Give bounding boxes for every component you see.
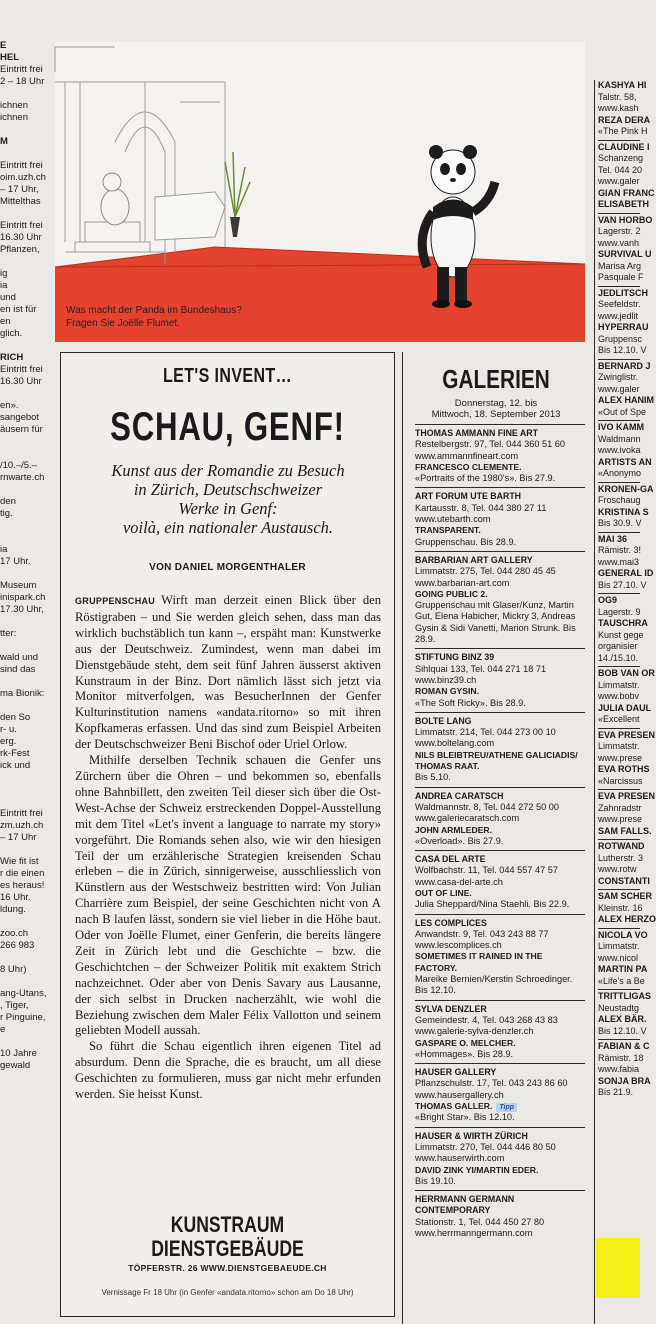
left-fragment-line bbox=[0, 148, 50, 160]
left-fragment-line bbox=[0, 796, 50, 808]
right-fragment-line: Talstr. 58, bbox=[598, 91, 637, 102]
left-fragment-line bbox=[0, 976, 50, 988]
right-fragment-line: EVA ROTHS bbox=[598, 764, 650, 774]
left-fragment-line: inispark.ch bbox=[0, 592, 46, 603]
left-fragment-line: M bbox=[0, 136, 8, 147]
subhead-line: in Zürich, Deutschschweizer bbox=[133, 480, 323, 499]
right-fragment-line: Marisa Arg bbox=[598, 260, 642, 271]
gallery-entry bbox=[415, 424, 585, 487]
left-fragment-line: en bbox=[0, 316, 11, 327]
left-fragment-line bbox=[0, 124, 50, 136]
right-fragment-line: SURVIVAL U bbox=[598, 249, 652, 259]
left-fragment-line: Eintritt frei bbox=[0, 220, 43, 231]
gallery-entry bbox=[415, 850, 585, 913]
right-fragment-line: www.nicol bbox=[598, 952, 639, 963]
galleries-title: GALERIEN bbox=[442, 364, 550, 394]
right-fragment-line: FABIAN & C bbox=[598, 1041, 650, 1051]
gallery-description: «Hommages». Bis 28.9. bbox=[415, 1048, 514, 1059]
gallery-website[interactable]: www.binz39.ch bbox=[415, 674, 477, 685]
right-fragment-line: Limmatstr. bbox=[598, 941, 640, 951]
right-fragment-line: «Narcissus bbox=[598, 775, 643, 786]
left-fragment-line: 10 Jahre bbox=[0, 1048, 37, 1059]
gallery-list bbox=[415, 424, 585, 1242]
gallery-website[interactable]: www.galeriecaratsch.com bbox=[415, 813, 520, 824]
right-fragment-line: www.kash bbox=[598, 103, 639, 113]
building-lineart bbox=[55, 47, 225, 264]
gallery-address: Pflanzschulstr. 17, Tel. 043 243 86 60 bbox=[415, 1078, 568, 1089]
right-fragment-line: GENERAL ID bbox=[598, 568, 654, 578]
right-fragment-line: HYPERRAU bbox=[598, 322, 649, 332]
right-fragment-line: www.fabia bbox=[598, 1064, 640, 1074]
right-fragment-line: «Excellent bbox=[598, 714, 640, 724]
gallery-show: TRANSPARENT. bbox=[415, 525, 481, 536]
left-fragment-line: ichnen bbox=[0, 112, 28, 123]
right-fragment-line: OG9 bbox=[598, 593, 640, 607]
gallery-address: Waldmannstr. 8, Tel. 044 272 50 00 bbox=[415, 801, 560, 812]
right-fragment-line: VAN HORBO bbox=[598, 214, 653, 225]
left-fragment-line: und bbox=[0, 292, 16, 303]
left-fragment-line bbox=[0, 1036, 50, 1048]
right-fragment-line: ROTWAND bbox=[598, 841, 645, 851]
caption-line: Was macht der Panda im Bundeshaus? bbox=[66, 305, 242, 316]
gallery-address: Restelbergstr. 97, Tel. 044 360 51 60 bbox=[415, 439, 565, 450]
gallery-show: GOING PUBLIC 2. bbox=[415, 588, 488, 599]
left-fragment-line: zm.uzh.ch bbox=[0, 820, 44, 831]
gallery-website[interactable]: www.barbarian-art.com bbox=[415, 577, 510, 588]
gallery-show: ROMAN GYSIN. bbox=[415, 686, 479, 697]
right-fragment-line: Seefeldstr. bbox=[598, 299, 641, 309]
left-fragment-line bbox=[0, 772, 50, 784]
subhead-line: voilà, ein nationaler Austausch. bbox=[122, 518, 334, 537]
right-fragment-line: «Life's a Be bbox=[598, 975, 645, 986]
gallery-website[interactable]: www.lescomplices.ch bbox=[415, 940, 502, 951]
right-fragment-line: GIAN FRANC bbox=[598, 187, 655, 198]
gallery-name: CASA DEL ARTE bbox=[415, 854, 486, 865]
caption-line: Fragen Sie Joëlle Flumet. bbox=[66, 318, 180, 329]
right-fragment-line: SONJA BRA bbox=[598, 1075, 651, 1086]
gallery-entry bbox=[415, 712, 585, 787]
gallery-address: Kartausstr. 8, Tel. 044 380 27 11 bbox=[415, 502, 547, 513]
article-box bbox=[60, 352, 395, 1317]
left-fragment-line: tter: bbox=[0, 628, 17, 639]
venue-address: TÖPFERSTR. 26 WWW.DIENSTGEBAEUDE.CH bbox=[128, 1263, 327, 1273]
right-fragment-line: Rämistr. 3! bbox=[598, 545, 642, 555]
gallery-name: HAUSER & WIRTH ZÜRICH bbox=[415, 1130, 528, 1141]
gallery-description: «The Soft Ricky». Bis 28.9. bbox=[415, 697, 526, 708]
left-fragment-line: wald und bbox=[0, 652, 39, 663]
gallery-address: Anwandstr. 9, Tel. 043 243 88 77 bbox=[415, 928, 549, 939]
left-fragment-line: /10.–/5.– bbox=[0, 460, 37, 471]
left-fragment-line: en ist für bbox=[0, 304, 37, 315]
gallery-website[interactable]: www.ammannfineart.com bbox=[415, 450, 519, 461]
bear-statue-icon bbox=[101, 173, 129, 225]
right-fragment-line: Gruppensc bbox=[598, 333, 643, 344]
gallery-show: THOMAS GALLER. Tipp bbox=[415, 1101, 585, 1112]
left-fragment-line bbox=[0, 448, 50, 460]
gallery-website[interactable]: www.hauserwirth.com bbox=[415, 1153, 505, 1164]
right-fragment-line: ALEX HANIM bbox=[598, 395, 654, 405]
left-fragment-line: glich. bbox=[0, 328, 23, 339]
left-fragment-line: tig. bbox=[0, 508, 13, 519]
left-fragment-line: 16.30 Uhr bbox=[0, 232, 42, 243]
right-fragment-line: REZA DERA bbox=[598, 114, 651, 125]
right-fragment-line: Tel. 044 20 bbox=[598, 164, 643, 175]
left-fragment-line: ick und bbox=[0, 760, 31, 771]
gallery-website[interactable]: www.casa-del-arte.ch bbox=[415, 876, 503, 887]
gallery-entry bbox=[415, 1127, 585, 1190]
gallery-description: Bis 19.10. bbox=[415, 1175, 456, 1186]
right-fragment-line: Kleinstr. 16 bbox=[598, 902, 643, 913]
article-paragraph: So führt die Schau eigentlich ihren eigenen Titel ad absurdum. Denn die Sprache, die es braucht, um all diese Geschichten zu formulieren, muss gar nicht mehr erfunden werden. Sie heisst Kunst. bbox=[75, 1039, 381, 1102]
gallery-website[interactable]: www.hausergallery.ch bbox=[415, 1089, 504, 1100]
gallery-website[interactable]: www.galerie-sylva-denzler.ch bbox=[415, 1026, 534, 1037]
left-fragment-line: sangebot bbox=[0, 412, 40, 423]
gallery-website[interactable]: www.utebarth.com bbox=[415, 514, 491, 525]
subhead-line: Kunst aus der Romandie zu Besuch bbox=[111, 461, 345, 480]
gallery-entry bbox=[415, 914, 585, 1000]
gallery-description: Gruppenschau mit Glaser/Kunz, Martin Gut, Elena Habicher, Mickry 3, Andreas Gysin & Sidi Vanetti, Marion Strunk. Bis 28.9. bbox=[415, 600, 576, 645]
left-fragment-line: Eintritt frei bbox=[0, 160, 43, 171]
left-fragment-line bbox=[0, 484, 50, 496]
left-fragment-line: 8 Uhr) bbox=[0, 964, 27, 975]
gallery-address: Sihlquai 133, Tel. 044 271 18 71 bbox=[415, 663, 547, 674]
right-fragment-line: ALEX HERZO bbox=[598, 914, 656, 924]
gallery-show: NILS BLEIBTREU/ATHENE GALICIADIS/ THOMAS RAAT. bbox=[415, 749, 578, 772]
right-fragment-line: Schanzeng bbox=[598, 153, 644, 163]
gallery-name: STIFTUNG BINZ 39 bbox=[415, 652, 495, 663]
right-fragment-line: organisier bbox=[598, 641, 638, 651]
article-headline: SCHAU, GENF! bbox=[110, 405, 345, 449]
right-fragment-line: Zwinglistr. bbox=[598, 372, 639, 382]
vernissage-note: Vernissage Fr 18 Uhr (in Genfer «andata.ritorno» schon am Do 18 Uhr) bbox=[101, 1288, 354, 1297]
right-fragment-line: 14./15.10. bbox=[598, 652, 639, 663]
gallery-name: ANDREA CARATSCH bbox=[415, 790, 504, 801]
left-fragment-line: ang-Utans, bbox=[0, 988, 47, 999]
left-fragment-line: 16 Uhr. bbox=[0, 892, 31, 903]
gallery-entry bbox=[415, 1063, 585, 1126]
left-fragment-line: 17.30 Uhr, bbox=[0, 604, 44, 615]
right-fragment-line: MARTIN PA bbox=[598, 964, 648, 974]
left-fragment-line: 266 983 bbox=[0, 940, 35, 951]
gallery-show: SOMETIMES IT RAINED IN THE FACTORY. bbox=[415, 951, 543, 973]
left-fragment-line: rnwarte.ch bbox=[0, 472, 45, 483]
left-fragment-line bbox=[0, 844, 50, 856]
right-fragment-line: www.jedlit bbox=[598, 310, 639, 321]
yellow-ad-block bbox=[596, 1238, 640, 1298]
gallery-description: Julia Sheppard/Nina Staehli. Bis 22.9. bbox=[415, 899, 570, 910]
left-fragment-line bbox=[0, 616, 50, 628]
right-fragment-line: Kunst gege bbox=[598, 629, 644, 640]
left-fragment-line bbox=[0, 700, 50, 712]
gallery-entry bbox=[415, 787, 585, 850]
right-column-fragment bbox=[594, 80, 656, 1324]
gallery-name: BOLTE LANG bbox=[415, 715, 472, 726]
right-fragment-line: SAM FALLS. bbox=[598, 825, 652, 836]
left-fragment-line: 2 – 18 Uhr bbox=[0, 76, 45, 87]
panda-illustration bbox=[55, 42, 585, 342]
right-fragment-line: BOB VAN OR bbox=[598, 668, 655, 678]
right-fragment-line: IVO KAMM bbox=[598, 422, 644, 432]
left-fragment-line bbox=[0, 388, 50, 400]
plant-icon bbox=[225, 152, 250, 237]
right-fragment-line: KASHYA HI bbox=[598, 80, 647, 90]
right-fragment-line: Froschaug bbox=[598, 495, 641, 505]
left-fragment-line: den bbox=[0, 496, 16, 507]
gallery-name: LES COMPLICES bbox=[415, 917, 487, 928]
left-fragment-line: r Pinguine, bbox=[0, 1012, 46, 1023]
gallery-description: «Bright Star». Bis 12.10. bbox=[415, 1112, 515, 1123]
gallery-entry bbox=[415, 551, 585, 648]
right-fragment-line: CONSTANTI bbox=[598, 875, 650, 886]
galleries-column bbox=[402, 352, 589, 1324]
left-fragment-line bbox=[0, 568, 50, 580]
article-paragraph: Mithilfe derselben Technik schauen die Genfer uns Zürchern über die Ohren – und bekommen so, ebenfalls ohne Bahnbillett, den zweiten Teil dieser sich über die Ost-West-Achse der Schweiz erstreckenden Doppel-Ausstellung mit dem Titel «Let's invent a language to narrate my story» vorgeführt. Die Romands sehen also, wie wir den hiesigen Teil der um erzählerische Strategien kreisenden Schau erleben – die in Zürich, sinnigerweise, ausschliesslich von Künstlern aus der Westschweiz bestritten wird: Von Julian Charrière zum Beispiel, der seine Geschichten nicht von A nach B laufen lässt, sondern sie viel lieber in die Höhe baut. Oder von Joëlle Flumet, einer Genferin, die bereits längere Zeit in Zürich lebt und die Geschichte – bzw. die Geschichtchen – der Schweizer Politik mit exaktem Strich nachzeichnet. Oder aber von Denis Savary aus Lausanne, der sich selbst in Drucken nacherzählt, wie wohl die Beziehung zwischen dem Maler Félix Vallotton und seinem geliebten Modell aussah. bbox=[75, 753, 381, 1038]
right-fragment-line: ELISABETH bbox=[598, 199, 650, 209]
right-fragment-line: SAM SCHER bbox=[598, 891, 653, 901]
left-fragment-line: den So bbox=[0, 712, 31, 723]
right-fragment-line: BERNARD J bbox=[598, 360, 651, 371]
left-fragment-line: RICH bbox=[0, 352, 24, 363]
left-fragment-line: rk-Fest bbox=[0, 748, 30, 759]
right-fragment-line: Lagerstr. 2 bbox=[598, 226, 641, 236]
gallery-website[interactable]: www.boltelang.com bbox=[415, 738, 495, 749]
left-fragment-line: oim.uzh.ch bbox=[0, 172, 46, 183]
gallery-description: Gruppenschau. Bis 28.9. bbox=[415, 536, 517, 547]
right-fragment-line: www.galer bbox=[598, 176, 640, 186]
left-fragment-line: – 17 Uhr bbox=[0, 832, 37, 843]
right-fragment-line: ARTISTS AN bbox=[598, 456, 652, 467]
right-fragment-line: Bis 30.9. V bbox=[598, 518, 642, 528]
left-fragment-line: sind das bbox=[0, 664, 36, 675]
right-fragment-line: «Out of Spe bbox=[598, 406, 647, 417]
illustration-caption bbox=[66, 304, 242, 330]
left-fragment-line bbox=[0, 952, 50, 964]
left-fragment-line: ia bbox=[0, 544, 8, 555]
right-fragment-line: www.prese bbox=[598, 752, 643, 763]
right-fragment-line: Limmatstr. bbox=[598, 679, 640, 690]
right-fragment-line: Lagerstr. 9 bbox=[598, 606, 641, 617]
right-fragment-line: www.vanh bbox=[598, 237, 640, 248]
right-fragment-line: www.rotw bbox=[598, 864, 637, 874]
left-fragment-line bbox=[0, 676, 50, 688]
left-fragment-line: Wie fit ist bbox=[0, 856, 39, 867]
left-fragment-line: ma Bionik: bbox=[0, 688, 45, 699]
illustration-drawing bbox=[55, 42, 585, 342]
left-fragment-line: en». bbox=[0, 400, 19, 411]
left-fragment-line bbox=[0, 532, 50, 544]
left-fragment-line: Museum bbox=[0, 580, 37, 591]
right-fragment-line: Bis 21.9. bbox=[598, 1087, 634, 1097]
left-fragment-line: erg. bbox=[0, 736, 17, 747]
left-fragment-line: ldung. bbox=[0, 904, 26, 915]
left-fragment-line bbox=[0, 436, 50, 448]
article-body bbox=[75, 593, 381, 1103]
left-fragment-line: ia bbox=[0, 280, 8, 291]
right-fragment-line: «Anonymo bbox=[598, 468, 642, 478]
right-fragment-line: Bis 27.10. V bbox=[598, 579, 647, 590]
left-fragment-line bbox=[0, 208, 50, 220]
left-fragment-line: Eintritt frei bbox=[0, 808, 43, 819]
left-fragment-line: gewald bbox=[0, 1060, 31, 1071]
right-fragment-line: Limmatstr. bbox=[598, 741, 640, 751]
right-fragment-line: www.ivoka bbox=[598, 445, 641, 455]
galleries-date: Donnerstag, 12. bis Mittwoch, 18. September 2013 bbox=[431, 398, 561, 420]
left-fragment-line: ig bbox=[0, 268, 8, 279]
right-fragment-line: NICOLA VO bbox=[598, 929, 648, 940]
right-fragment-line: JULIA DAUL bbox=[598, 702, 652, 713]
right-fragment-line: TRITTLIGAS bbox=[598, 991, 651, 1001]
gallery-address: Gemeindestr. 4, Tel. 043 268 43 83 bbox=[415, 1014, 558, 1025]
gallery-show: JOHN ARMLEDER. bbox=[415, 824, 493, 835]
left-fragment-line: zoo.ch bbox=[0, 928, 28, 939]
left-fragment-line bbox=[0, 88, 50, 100]
gallery-address: Limmatstr. 214, Tel. 044 273 00 10 bbox=[415, 727, 556, 738]
gallery-name: HAUSER GALLERY bbox=[415, 1067, 497, 1078]
left-fragment-line bbox=[0, 916, 50, 928]
right-fragment-line: www.galer bbox=[598, 383, 640, 394]
gallery-address: Stationstr. 1, Tel. 044 450 27 80 bbox=[415, 1216, 545, 1227]
right-fragment-line: www.prese bbox=[598, 814, 643, 824]
left-fragment-line bbox=[0, 640, 50, 652]
right-fragment-line: TAUSCHRA bbox=[598, 618, 648, 628]
left-fragment-line: ichnen bbox=[0, 100, 28, 111]
article-subhead bbox=[73, 461, 383, 537]
left-fragment-line bbox=[0, 784, 50, 796]
left-fragment-line: r- u. bbox=[0, 724, 17, 735]
left-fragment-line: Eintritt frei bbox=[0, 64, 43, 75]
right-fragment-line: MAI 36 bbox=[598, 532, 640, 546]
left-fragment-line bbox=[0, 256, 50, 268]
gallery-name: THOMAS AMMANN FINE ART bbox=[415, 428, 538, 438]
right-fragment-line: KRISTINA S bbox=[598, 506, 649, 517]
left-fragment-line: Mittelthas bbox=[0, 196, 41, 207]
right-fragment-line: Bis 12.10. V bbox=[598, 345, 647, 355]
left-fragment-line: 17 Uhr. bbox=[0, 556, 31, 567]
article-author: VON DANIEL MORGENTHALER bbox=[149, 562, 306, 573]
subhead-line: Werke in Genf: bbox=[178, 499, 278, 518]
gallery-entry bbox=[415, 1190, 585, 1242]
gallery-description: Bis 5.10. bbox=[415, 772, 451, 783]
right-fragment-line: JEDLITSCH bbox=[598, 287, 649, 298]
gallery-name: SYLVA DENZLER bbox=[415, 1003, 487, 1014]
gallery-description: «Overload». Bis 27.9. bbox=[415, 835, 504, 846]
left-fragment-line: Pflanzen, bbox=[0, 244, 40, 255]
gallery-entry bbox=[415, 487, 585, 550]
right-fragment-line: EVA PRESEN bbox=[598, 729, 656, 740]
right-fragment-line: EVA PRESEN bbox=[598, 791, 656, 801]
right-fragment-line: CLAUDINE I bbox=[598, 141, 650, 152]
gallery-show: DAVID ZINK YI/MARTIN EDER. bbox=[415, 1164, 539, 1175]
right-fragment-line: www.mai3 bbox=[598, 556, 640, 567]
gallery-name: ART FORUM UTE BARTH bbox=[415, 491, 522, 502]
right-fragment-line: Lutherstr. 3 bbox=[598, 852, 644, 863]
right-fragment-line: Zahnradstr bbox=[598, 802, 642, 813]
gallery-show: OUT OF LINE. bbox=[415, 887, 472, 898]
gallery-address: Limmatstr. 275, Tel. 044 280 45 45 bbox=[415, 566, 556, 577]
gallery-name: HERRMANN GERMANN CONTEMPORARY bbox=[415, 1194, 515, 1216]
left-fragment-line bbox=[0, 520, 50, 532]
left-column-fragment bbox=[0, 40, 50, 1324]
gallery-show: GASPARE O. MELCHER. bbox=[415, 1037, 516, 1048]
left-fragment-line: 16.30 Uhr bbox=[0, 376, 42, 387]
left-fragment-line: e bbox=[0, 1024, 6, 1035]
left-fragment-line: äusern für bbox=[0, 424, 43, 435]
left-fragment-line: , Tiger, bbox=[0, 1000, 29, 1011]
left-fragment-line: E bbox=[0, 40, 7, 51]
gallery-address: Limmatstr. 270, Tel. 044 446 80 50 bbox=[415, 1141, 556, 1152]
right-fragment-line: «The Pink H bbox=[598, 126, 648, 136]
right-fragment-line: Pasquale F bbox=[598, 272, 644, 282]
gallery-description: «Portraits of the 1980's». Bis 27.9. bbox=[415, 473, 556, 484]
right-fragment-line: www.bobv bbox=[598, 691, 640, 701]
gallery-address: Wolfbachstr. 11, Tel. 044 557 47 57 bbox=[415, 865, 559, 876]
left-fragment-line bbox=[0, 340, 50, 352]
right-fragment-line: ALEX BÄR. bbox=[598, 1014, 647, 1024]
left-fragment-line: HEL bbox=[0, 52, 19, 63]
right-fragment-line: Waldmann bbox=[598, 433, 641, 444]
lead-label: GRUPPENSCHAU bbox=[75, 596, 156, 606]
left-fragment-line: r die einen bbox=[0, 868, 45, 879]
gallery-show: FRANCESCO CLEMENTE. bbox=[415, 461, 522, 472]
left-fragment-line: es heraus! bbox=[0, 880, 45, 891]
article-kicker: LET'S INVENT… bbox=[162, 365, 292, 387]
gallery-entry bbox=[415, 1000, 585, 1063]
kunstraum-logo: KUNSTRAUM DIENSTGEBÄUDE bbox=[151, 1212, 304, 1261]
left-fragment-line: Eintritt frei bbox=[0, 364, 43, 375]
gallery-name: BARBARIAN ART GALLERY bbox=[415, 554, 533, 565]
right-fragment-line: Bis 12.10. V bbox=[598, 1025, 647, 1036]
gallery-description: Mareike Bernien/Kerstin Schroedinger. Bis 12.10. bbox=[415, 974, 573, 996]
right-fragment-line: KRONEN-GA bbox=[598, 483, 654, 494]
right-fragment-line: Rämistr. 18 bbox=[598, 1052, 644, 1063]
gallery-website[interactable]: www.herrmanngermann.com bbox=[415, 1228, 533, 1238]
tipp-badge: Tipp bbox=[496, 1103, 517, 1112]
article-paragraph: GRUPPENSCHAU Wirft man derzeit einen Blick über den Röstigraben – und Sie werden gleich sehen, dass man das wirklich buchstäblich tun kann –, erspäht man: Kunstwerke aus der Deutschweiz. Zumindest, wenn man dabei im Dienstgebäude steht, dem seit fünf Jahren äusserst aktiven Kunstraum in der Binz. Dort nämlich lässt sich jetzt via Monitor mitverfolgen, was BesucherInnen der Genfer Kulturinstitution namens «andata.ritorno» so mit ihren Kopfkameras erfassen. Und das sind zum Beispiel Arbeiten der Deutschschweizer Beni Bischof oder Uriel Orlow. bbox=[75, 593, 381, 752]
gallery-entry bbox=[415, 648, 585, 711]
right-fragment-line: Neustadtg bbox=[598, 1002, 640, 1013]
left-fragment-line: – 17 Uhr, bbox=[0, 184, 39, 195]
